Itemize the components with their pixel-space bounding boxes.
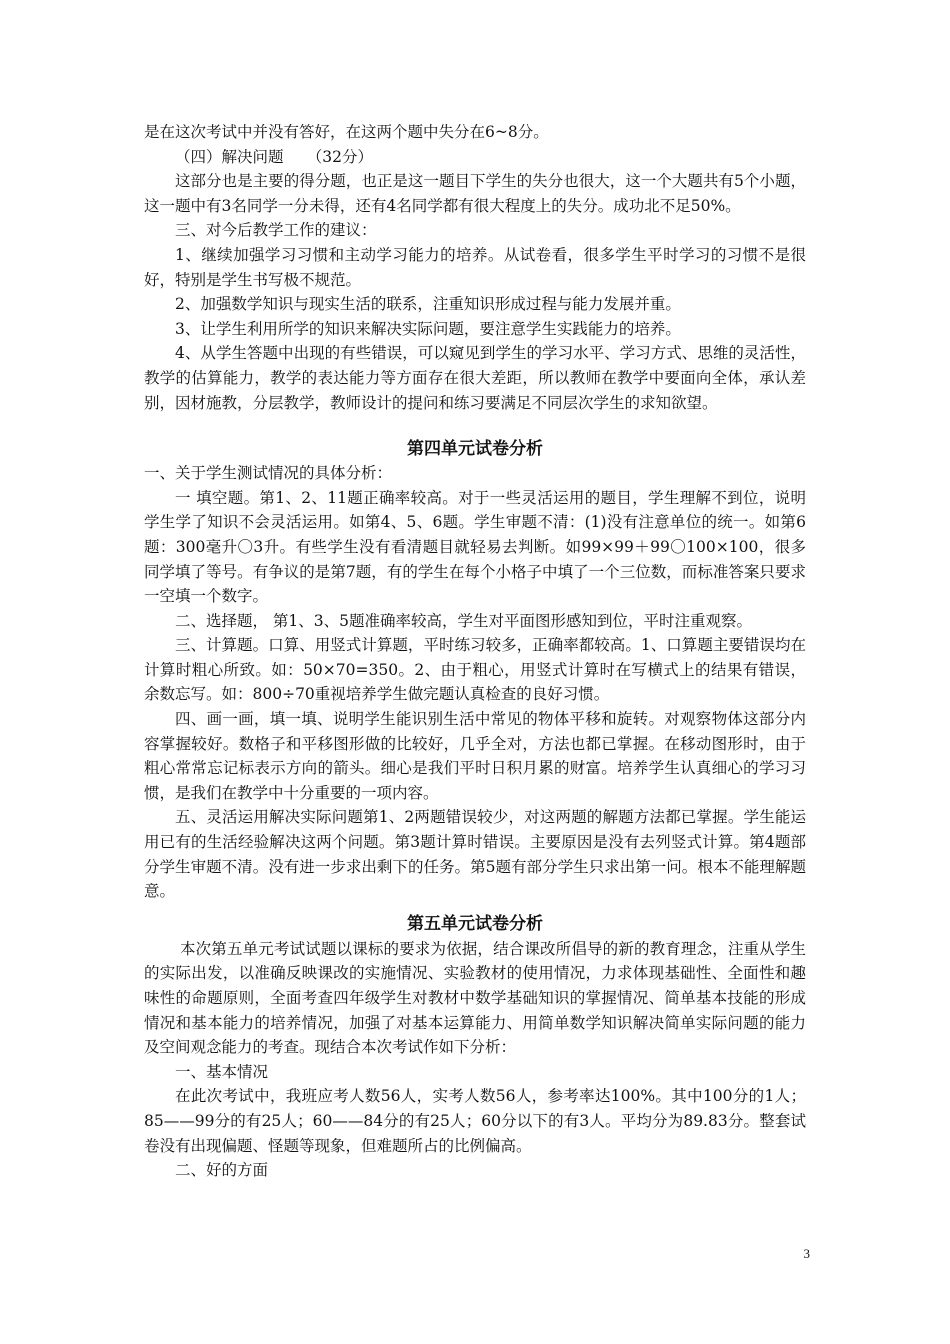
paragraph: 是在这次考试中并没有答好，在这两个题中失分在6~8分。 bbox=[144, 123, 549, 141]
unit4-title: 第四单元试卷分析 bbox=[407, 439, 543, 460]
paragraph: （四）解决问题 （32分） bbox=[175, 147, 373, 166]
page-number: 3 bbox=[803, 1246, 810, 1261]
paragraph: 三、对今后教学工作的建议： bbox=[175, 221, 377, 240]
paragraph: 一 填空题。第1、2、11题正确率较高。对于一些灵活运用的题目，学生理解不到位，说明学生学了知识不会灵活运用。如第4、5、6题。学生审题不清：(1)没有注意单位的统一。如第6题：300毫升〇3升。有些学生没有看清题目就轻易去判断。如99×99＋99〇100×100，很多同学填了等号。有争议的是第7题，有的学生在每个小格子中填了一个三位数，而标准答案只要求一空填一个数字。 bbox=[144, 488, 806, 606]
unit5-body bbox=[144, 937, 806, 1183]
unit4-body bbox=[144, 461, 806, 904]
paragraph: 4、从学生答题中出现的有些错误，可以窥见到学生的学习水平、学习方式、思维的灵活性，教学的估算能力，教学的表达能力等方面存在很大差距，所以教师在教学中要面向全体，承认差别，因材施教，分层教学，教师设计的提问和练习要满足不同层次学生的求知欲望。 bbox=[144, 344, 806, 412]
paragraph: 2、加强数学知识与现实生活的联系，注重知识形成过程与能力发展并重。 bbox=[175, 295, 681, 314]
paragraph: 五、灵活运用解决实际问题第1、2两题错误较少，对这两题的解题方法都已掌握。学生能运用已有的生活经验解决这两个问题。第3题计算时错误。主要原因是没有去列竖式计算。第4题部分学生审题不清。没有进一步求出剩下的任务。第5题有部分学生只求出第一问。根本不能理解题意。 bbox=[144, 808, 806, 901]
paragraph: 一、基本情况 bbox=[175, 1062, 269, 1081]
paragraph: 在此次考试中，我班应考人数56人，实考人数56人，参考率达100%。其中100分的1人；85——99分的有25人；60——84分的有25人；60分以下的有3人。平均分为89.83分。整套试卷没有出现偏题、怪题等现象，但难题所占的比例偏高。 bbox=[144, 1087, 806, 1155]
document-page bbox=[144, 120, 806, 1183]
paragraph: 这部分也是主要的得分题，也正是这一题目下学生的失分也很大，这一个大题共有5个小题，这一题中有3名同学一分未得，还有4名同学都有很大程度上的失分。成功北不足50%。 bbox=[144, 172, 806, 215]
paragraph: 二、选择题， 第1、3、5题准确率较高，学生对平面图形感知到位，平时注重观察。 bbox=[175, 611, 753, 630]
intro-section bbox=[144, 120, 806, 415]
unit5-section bbox=[144, 909, 806, 1183]
paragraph: 三、计算题。口算、用竖式计算题，平时练习较多，正确率都较高。1、口算题主要错误均在计算时粗心所致。如：50×70=350。2、由于粗心，用竖式计算时在写横式上的结果有错误，余数忘写。如：800÷70重视培养学生做完题认真检查的良好习惯。 bbox=[144, 636, 806, 704]
paragraph: 四、画一画，填一填、说明学生能识别生活中常见的物体平移和旋转。对观察物体这部分内容掌握较好。数格子和平移图形做的比较好，几乎全对，方法也都已掌握。在移动图形时，由于粗心常常忘记标表示方向的箭头。细心是我们平时日积月累的财富。培养学生认真细心的学习习惯，是我们在教学中十分重要的一项内容。 bbox=[144, 710, 806, 802]
unit4-section bbox=[144, 434, 806, 904]
paragraph: 3、让学生利用所学的知识来解决实际问题，要注意学生实践能力的培养。 bbox=[175, 319, 681, 338]
paragraph: 1、继续加强学习习惯和主动学习能力的培养。从试卷看，很多学生平时学习的习惯不是很好，特别是学生书写极不规范。 bbox=[144, 245, 806, 289]
paragraph: 二、好的方面 bbox=[175, 1161, 269, 1180]
paragraph: 一、关于学生测试情况的具体分析： bbox=[144, 464, 393, 483]
unit5-title: 第五单元试卷分析 bbox=[407, 913, 543, 934]
paragraph: 本次第五单元考试试题以课标的要求为依据，结合课改所倡导的新的教育理念，注重从学生的实际出发，以准确反映课改的实施情况、实验教材的使用情况，力求体现基础性、全面性和趣味性的命题原则，全面考查四年级学生对教材中数学基础知识的掌握情况、简单基本技能的形成情况和基本能力的培养情况，加强了对基本运算能力、用简单数学知识解决简单实际问题的能力及空间观念能力的考查。现结合本次考试作如下分析： bbox=[144, 939, 806, 1057]
